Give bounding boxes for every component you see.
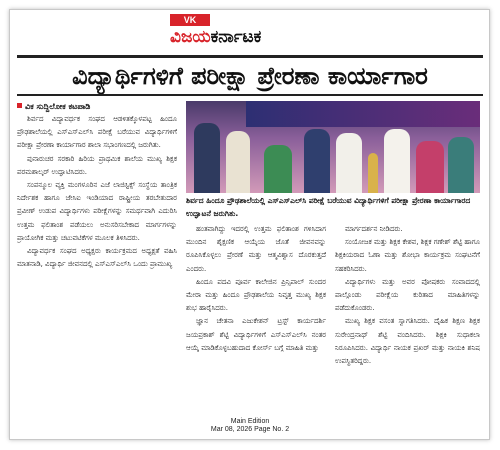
masthead-title-black: ಕರ್ನಾಟಕ [210,27,262,47]
paragraph: ವಿದ್ಯಾರ್ಥಿಗಳು ಮತ್ತು ಅವರ ಪೋಷಕರು ಸಂವಾದದಲ್ಲಿ ಪಾಲ್ಗೊಂಡು ಪರೀಕ್ಷೆಯ ಕುರಿತಾದ ಮಾಹಿತಿಗಳನ್ನು ಪಡೆದುಕೊಂಡರು. [335,277,480,313]
left-column [17,101,177,415]
paragraph: ಸಂಯೋಜಕ ಮತ್ತು ಶಿಕ್ಷಕ ಕೇಶವ, ಶಿಕ್ಷಕ ಗಣೇಶ್ ಶೆಟ್ಟಿ ಹಾಗೂ ಶಿಕ್ಷಕಿಯರಾದ ಓಣಾ ಮತ್ತು ಶೋಭಾ ಕಾರ್ಯಕ್ರಮ ಸಂಘಟನೆಗೆ ಸಹಕರಿಸಿದರು. [335,238,480,273]
masthead-title-red: ವಿಜಯ [170,27,211,47]
masthead [170,14,315,50]
edition-name: Main Edition [230,418,270,425]
byline-text: ವಿಕ ಸುದ್ದಿಲೋಕ ಕಟಪಾಡಿ [25,102,91,111]
masthead-badge: VK [170,14,210,26]
photo-caption: ಶಿರ್ವದ ಹಿಂದೂ ಪ್ರೌಢಶಾಲೆಯಲ್ಲಿ ಎಸ್‌ಎಸ್‌ಎಲ್‌ಸಿ ಪರೀಕ್ಷೆ ಬರೆಯುವ ವಿದ್ಯಾರ್ಥಿಗಳಿಗೆ ಪರೀಕ್ಷಾ ಪ್ರೇರಣಾ ಕಾರ್ಯಾಗಾರದ ಉದ್ಘಾಟನೆ ಜರುಗಿತು. [186,196,471,218]
paragraph: ಮಾರ್ಗದರ್ಶನ ನೀಡಿದರು. [345,225,403,233]
photo-person [264,145,292,193]
byline-marker-icon [17,103,22,108]
edition-footer [0,418,500,434]
photo-person [336,133,362,193]
photo-lamp [368,153,378,193]
paragraph: ಶಿರ್ವದ ವಿದ್ಯಾವರ್ಧಕ ಸಂಘದ ಆಡಳಿತಕ್ಕೊಳಪಟ್ಟ ಹಿಂದೂ ಪ್ರೌಢಶಾಲೆಯಲ್ಲಿ ಎಸ್‌ಎಸ್‌ಎಲ್‌ಸಿ ಪರೀಕ್ಷೆ ಬರೆಯುವ ವಿದ್ಯಾರ್ಥಿಗಳಿಗೆ ಪರೀಕ್ಷಾ ಪ್ರೇರಣಾ ಕಾರ್ಯಾಗಾರ ಶಾಲಾ ಸಭಾಂಗಣದಲ್ಲಿ ಜರುಗಿತು. [17,115,177,150]
paragraph: ವಿದ್ಯಾವರ್ಧಕ ಸಂಘದ ಅಧ್ಯಕ್ಷರು ಕಾರ್ಯಕ್ರಮದ ಅಧ್ಯಕ್ಷತೆ ವಹಿಸಿ ಮಾತನಾಡಿ, ವಿದ್ಯಾರ್ಥಿ ಜೀವನದಲ್ಲಿ ಎಸ್‌ಎಸ್‌ಎಲ್‌ಸಿ ಒಂದು ಪ್ರಾಮುಖ್ಯ [17,247,177,269]
paragraph: ಮುಖ್ಯ ಶಿಕ್ಷಕ ವಸಂತ ಸ್ವಾಗತಿಸಿದರು. ದೈಹಿಕ ಶಿಕ್ಷಣ ಶಿಕ್ಷಕ ಸುರೇಂದ್ರನಾಥ್ ಶೆಟ್ಟಿ ವಂದಿಸಿದರು. ಶಿಕ್ಷಕಿ ಸುಧಾಕಲಾ ನಿರೂಪಿಸಿದರು. ವಿದ್ಯಾರ್ಥಿ ನಾಯಕ ಪ್ರಖರ್ ಮತ್ತು ನಾಯಕಿ ಶನಿಷ ಉಪಸ್ಥಿತರಿದ್ದರು. [335,317,480,366]
photo-person [194,123,220,193]
paragraph: ಹಂತವಾಗಿದ್ದು ಇದರಲ್ಲಿ ಉತ್ತಮ ಫಲಿತಾಂಶ ಗಳಿಸಿದಾಗ ಮುಂದಿನ ಶೈಕ್ಷಣಿಕ ಆಯ್ಕೆಯ ಜೊತೆ ಜೀವನವನ್ನು ರೂಪಿಸಿಕೊಳ್ಳಲು ಪ್ರೇರಣೆ ಮತ್ತು ಆತ್ಮವಿಶ್ವಾಸ ದೊರಕುತ್ತದೆ ಎಂದರು. [186,225,326,273]
masthead-title [170,26,315,48]
right-column [335,223,480,415]
paragraph: ಜ್ಞಾನ ಚೇತನಾ ಎಜುಕೇಶನ್ ಟ್ರಸ್ಟ್ ಕಾರ್ಯದರ್ಶಿ ಜಯಪ್ರಕಾಶ್ ಶೆಟ್ಟಿ ವಿದ್ಯಾರ್ಥಿಗಳಿಗೆ ಎಸ್‌ಎಸ್‌ಎಲ್‌ಸಿ ನಂತರ ಆಯ್ಕೆ ಮಾಡಿಕೊಳ್ಳಬಹುದಾದ ಕೋರ್ಸ್ ಬಗ್ಗೆ ಮಾಹಿತಿ ಮತ್ತು [186,317,326,352]
paragraph: ಹಿಂದೂ ಪದವಿ ಪೂರ್ವ ಕಾಲೇಜಿನ ಪ್ರಿನ್ಸಿಪಾಲ್ ಸುಂದರ ಮೇರಾ ಮತ್ತು ಹಿಂದೂ ಪ್ರೌಢಶಾಲೆಯ ನಿವೃತ್ತ ಮುಖ್ಯ ಶಿಕ್ಷಕ ಶುಭ ಹಾರೈಸಿದರು. [186,277,326,313]
event-photo [186,101,480,193]
photo-person [226,131,250,193]
paragraph: ಪುನಾರುಚರ ಸರಕಾರಿ ಹಿರಿಯ ಪ್ರಾಥಮಿಕ ಶಾಲೆಯ ಮುಖ್ಯ ಶಿಕ್ಷಕ ಪರಮಶಾಲ್ಕರ್ ಉದ್ಘಾಟಿಸಿದರು. [17,154,177,176]
photo-banner [246,101,480,127]
middle-column [186,223,326,415]
byline [17,101,177,113]
photo-person [448,137,474,193]
article-headline: ವಿದ್ಯಾರ್ಥಿಗಳಿಗೆ ಪರೀಕ್ಷಾ ಪ್ರೇರಣಾ ಕಾರ್ಯಾಗಾರ [17,55,483,96]
paragraph: ಸಂಪನ್ಮೂಲ ವ್ಯಕ್ತಿ ಮಂಗಳೂರಿನ ಎಜೆ ಲಾಜಿಸ್ಟಿಕ್ಸ್ ಸಂಸ್ಥೆಯ ತಾಂತ್ರಿಕ ನಿರ್ದೇಶಕ ಹಾಗೂ ಜೇಸಿಐ ಇಂಡಿಯಾದ ರಾಷ್ಟ್ರೀಯ ತರಬೇತುದಾರ ಪ್ರವೀಣ್ ಉಡುಪ ವಿದ್ಯಾರ್ಥಿಗಳು ಪರೀಕ್ಷೆಗಳನ್ನು ಸಮರ್ಥವಾಗಿ ಎದುರಿಸಿ ಉತ್ತಮ ಫಲಿತಾಂಶ ಪಡೆಯಲು ಅನುಸರಿಸಬೇಕಾದ ಮಾರ್ಗಗಳನ್ನು ಪ್ರಾಯೋಗಿಕ ಮತ್ತು ಚಟುವಟಿಕೆಗಳ ಮೂಲಕ ತಿಳಿಸಿದರು. [17,181,177,242]
photo-person [304,129,330,193]
photo-person [384,129,410,193]
photo-person [416,141,444,193]
edition-date-page: Mar 08, 2026 Page No. 2 [210,426,290,433]
